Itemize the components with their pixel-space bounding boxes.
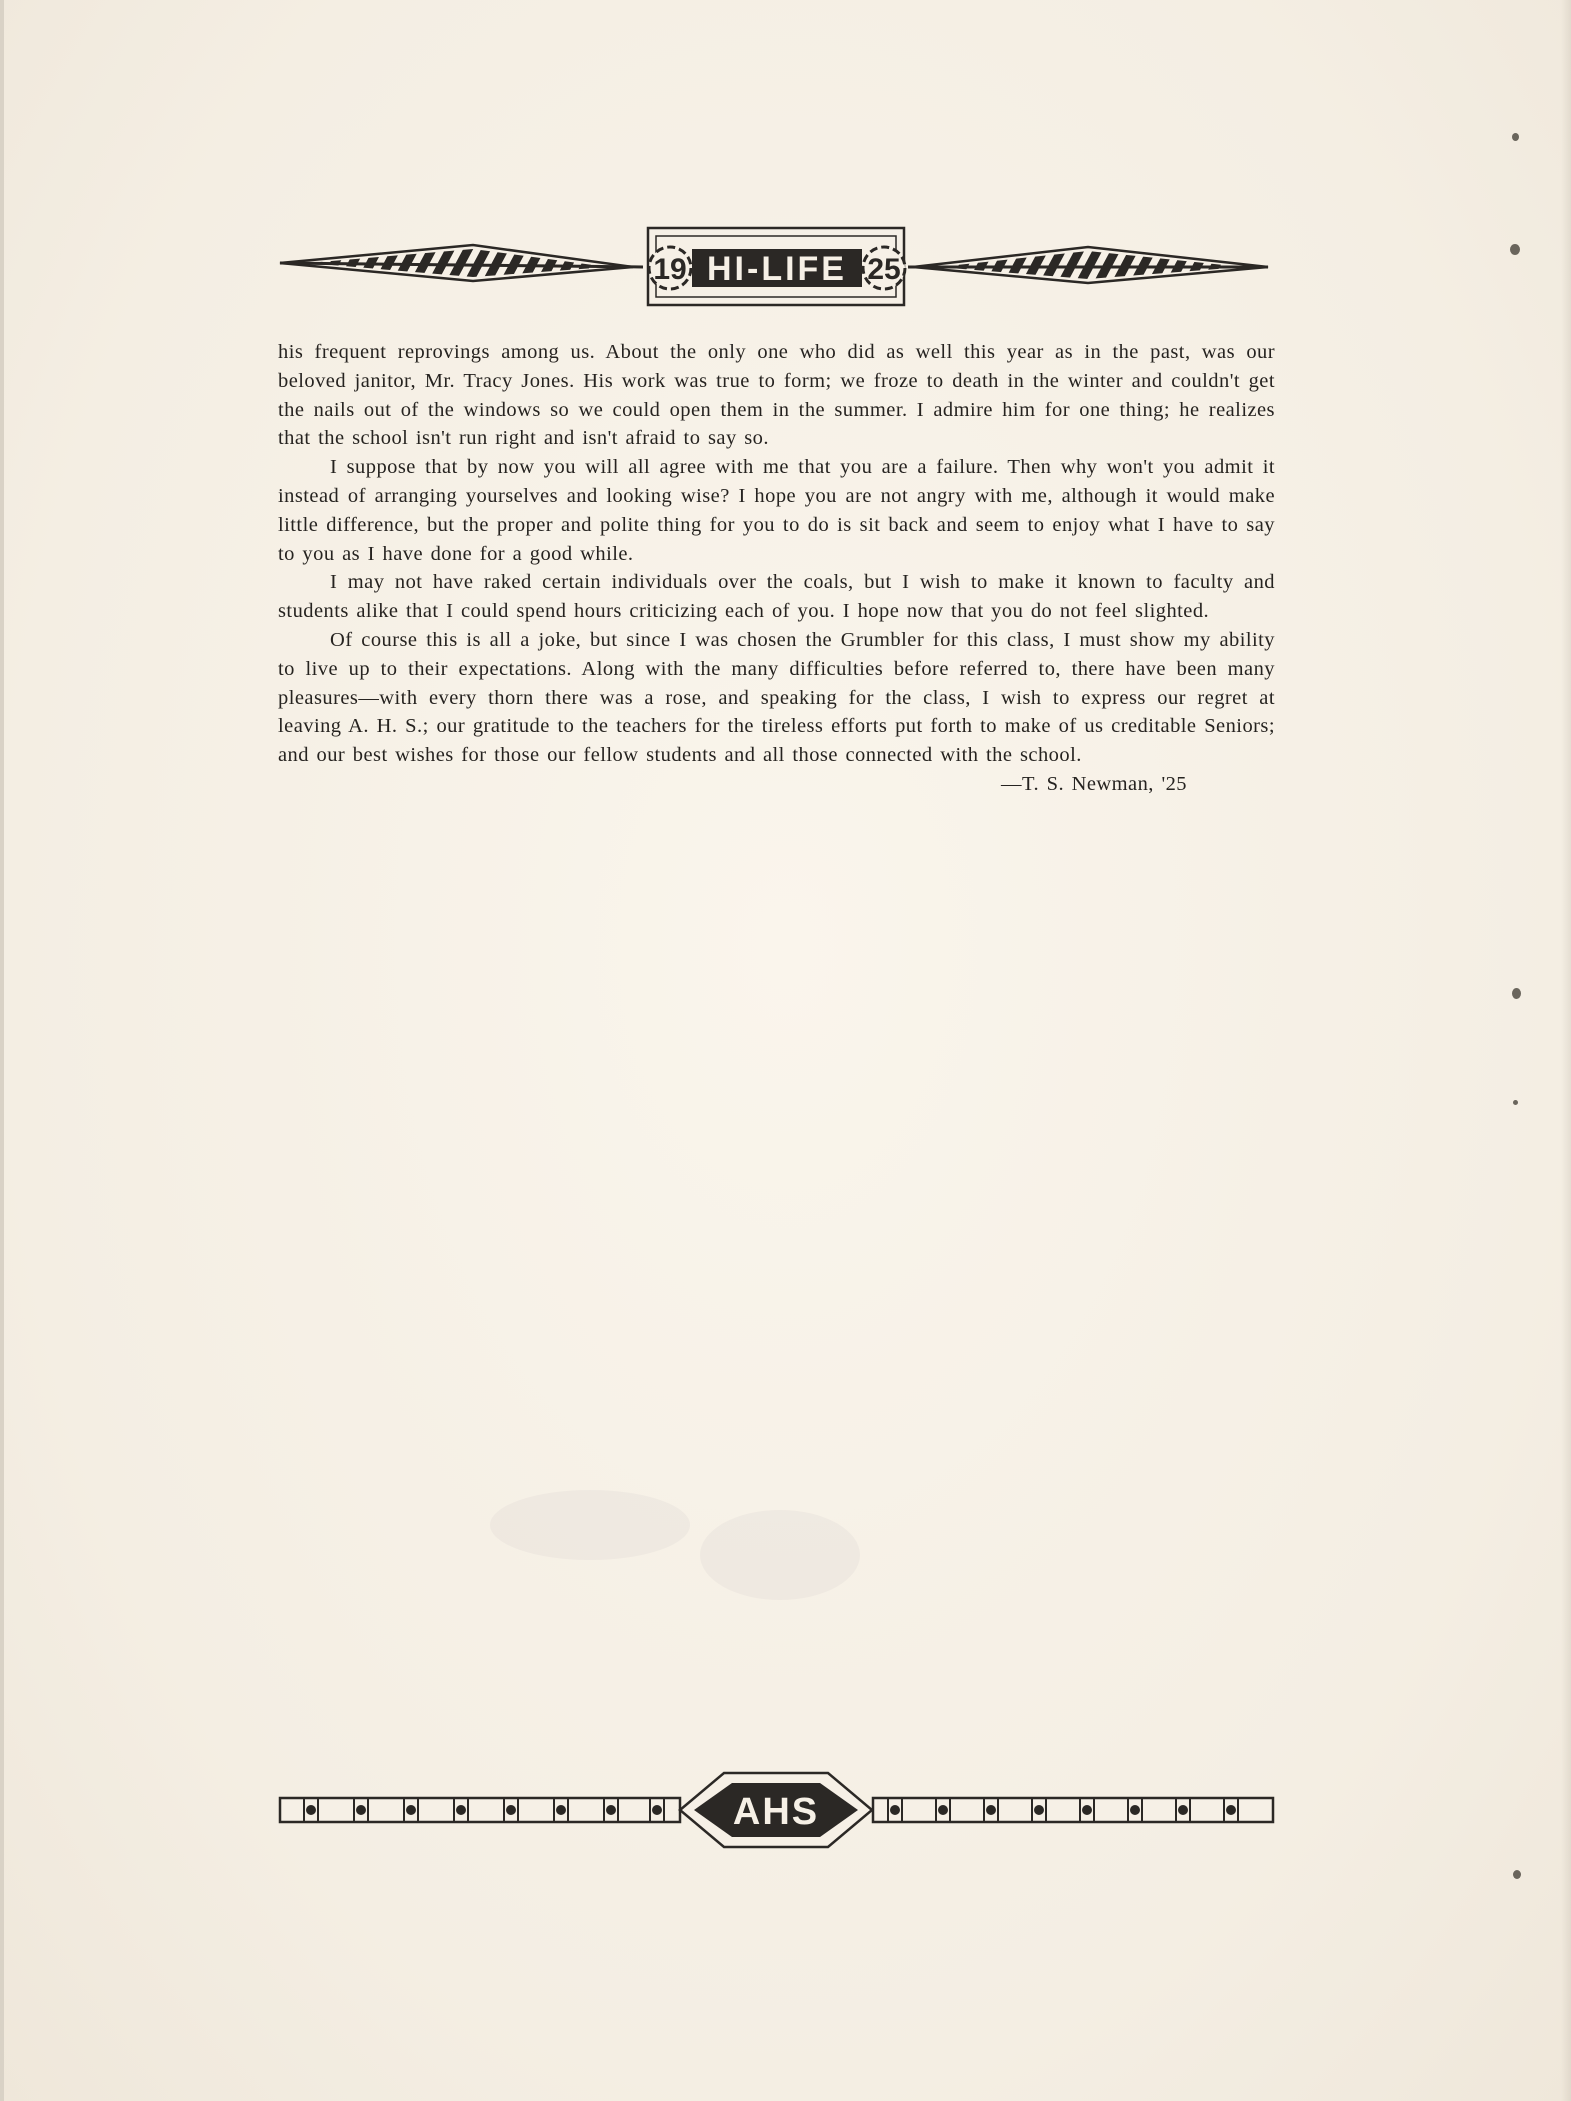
header-title: HI-LIFE <box>707 250 847 288</box>
year-right: 25 <box>867 253 901 286</box>
right-dot-strip <box>873 1798 1273 1822</box>
punch-mark <box>1512 133 1519 141</box>
header-banner <box>278 225 1270 311</box>
punch-mark <box>1512 988 1521 999</box>
article-paragraph: I suppose that by now you will all agree with me that you are a failure. Then why won't you admit it instead of arranging yourselves and looking wise? I hope you are not angry with me, although it would make little difference, but the proper and polite thing for you to do is sit back and seem to enjoy what I have to say to you as I have done for a good while. <box>278 456 1275 565</box>
punch-mark <box>1510 244 1520 255</box>
punch-mark <box>1513 1870 1521 1879</box>
left-dot-strip <box>280 1798 680 1822</box>
right-diamond-stripes <box>938 251 1243 279</box>
article-paragraph: his frequent reprovings among us. About the only one who did as well this year as in the past, was our beloved janitor, Mr. Tracy Jones. His work was true to form; we froze to death in the winter and couldn't get the nails out of the windows so we could open them in the summer. I admire him for one thing; he realizes that the school isn't run right and isn't afraid to say so. <box>278 341 1275 450</box>
article-paragraph: Of course this is all a joke, but since I was chosen the Grumbler for this class, I must show my ability to live up to their expectations. Along with the many difficulties before referred to, there have been many pleasures—with every thorn there was a rose, and speaking for the class, I wish to express our regret at leaving A. H. S.; our gratitude to the teachers for the tireless efforts put forth to make of us creditable Seniors; and our best wishes for those our fellow students and all those connected with the school. <box>278 628 1275 767</box>
footer-banner <box>278 1771 1275 1851</box>
paper-stain <box>700 1510 860 1600</box>
article-body <box>278 338 1275 799</box>
article-paragraph: I may not have raked certain individuals over the coals, but I wish to make it known to faculty and students alike that I could spend hours criticizing each of you. I hope now that you do not feel slighted. <box>278 571 1275 623</box>
footer-ornament <box>278 1771 1275 1851</box>
header-ornament <box>278 225 1270 311</box>
year-left: 19 <box>653 253 687 286</box>
paper-stain <box>490 1490 690 1560</box>
punch-mark <box>1513 1100 1518 1105</box>
author-signature: —T. S. Newman, '25 <box>1001 772 1187 795</box>
page-edge <box>0 0 4 2101</box>
footer-emblem: AHS <box>732 1791 820 1833</box>
page-shadow <box>1561 0 1571 2101</box>
